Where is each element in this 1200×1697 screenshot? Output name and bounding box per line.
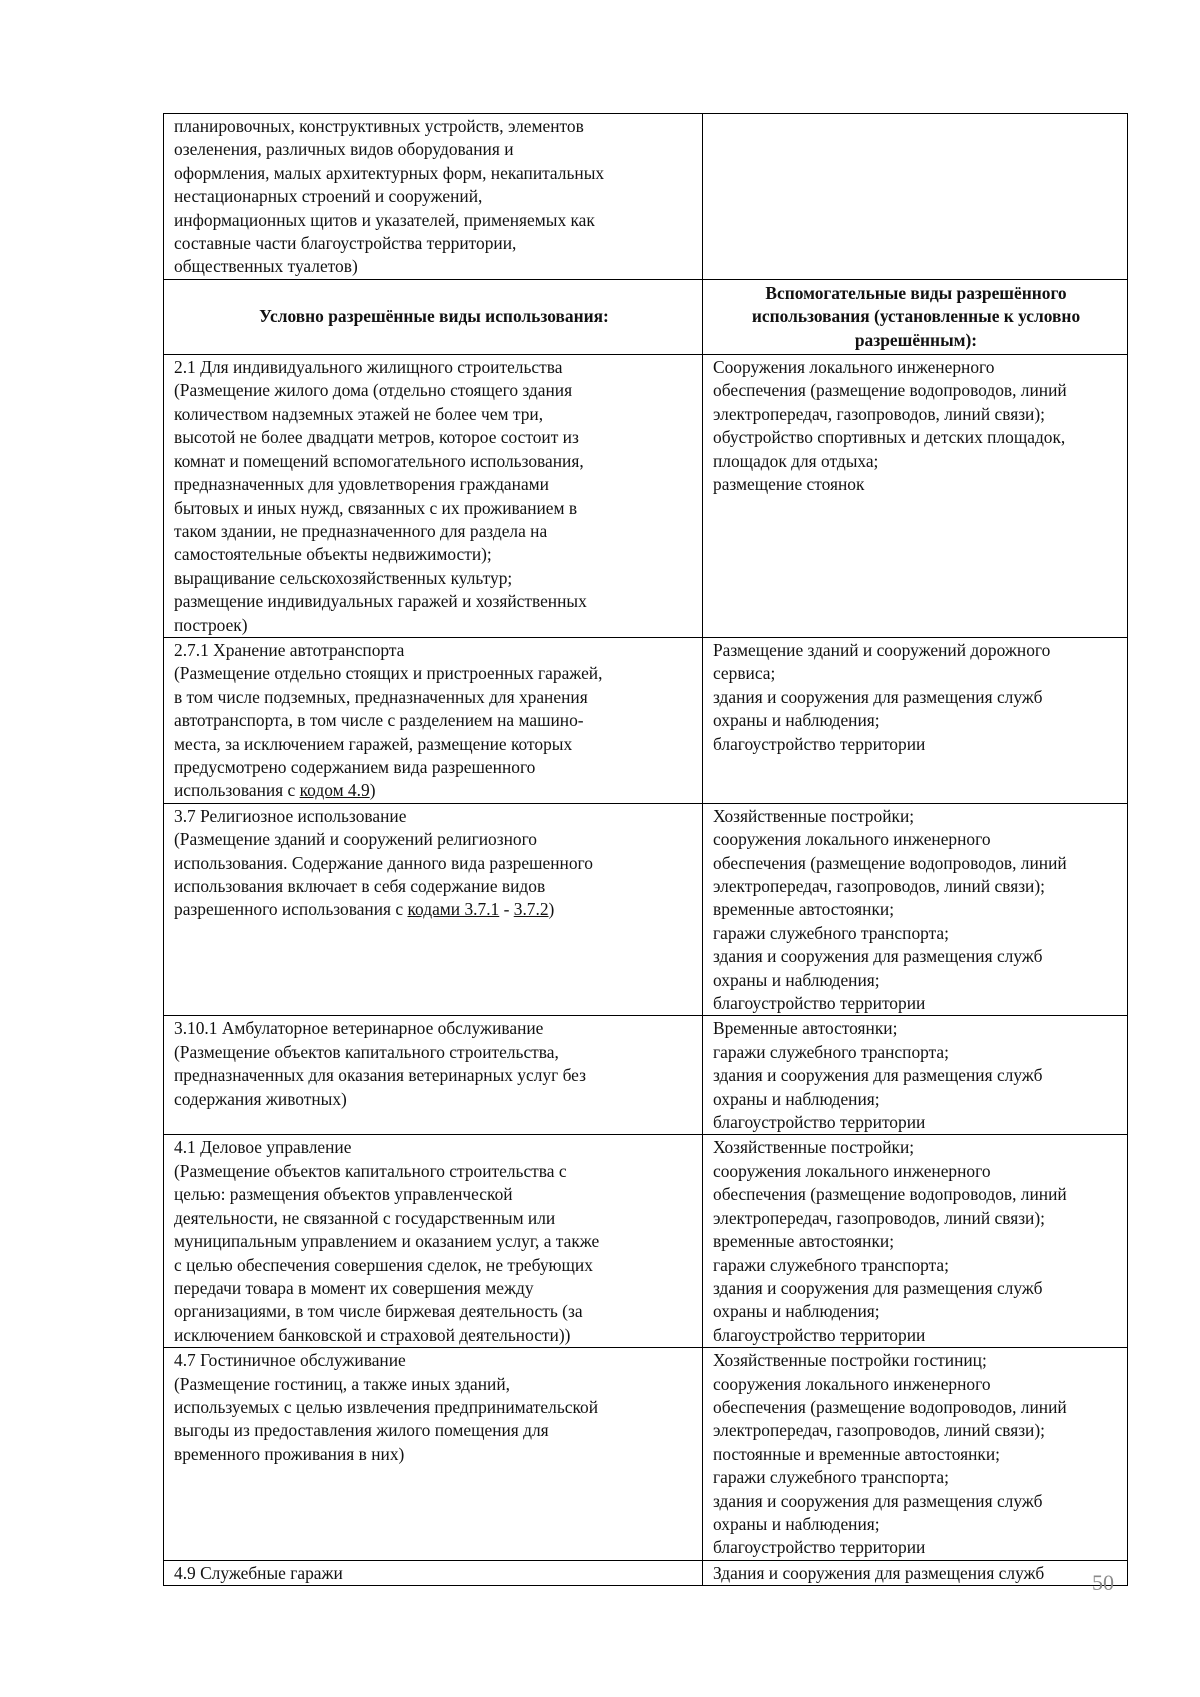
text-line: временного проживания в них) (174, 1443, 405, 1464)
text-line: благоустройство территории (713, 1324, 926, 1345)
text-line: охраны и наблюдения; (713, 710, 880, 731)
text-line: гаражи служебного транспорта; (713, 1041, 949, 1062)
text-line: Временные автостоянки; (713, 1018, 898, 1039)
text-line: целью: размещения объектов управленческой (174, 1184, 513, 1205)
row3-right-cell (703, 803, 1128, 1016)
text-fragment: ) (369, 780, 376, 801)
header-auxiliary-uses (703, 279, 1128, 354)
text-line: Хозяйственные постройки; (713, 1137, 915, 1158)
row2-left-cell (164, 637, 703, 803)
text-line: построек) (174, 614, 248, 635)
text-fragment: - (499, 899, 514, 920)
text-line: высотой не более двадцати метров, которое состоит из (174, 427, 579, 448)
text-line: 4.7 Гостиничное обслуживание (174, 1350, 406, 1371)
row5-left-cell (164, 1135, 703, 1348)
table-row (164, 1348, 1128, 1561)
row7-left-cell (164, 1560, 703, 1585)
text-line: охраны и наблюдения; (713, 1301, 880, 1322)
text-line: Хозяйственные постройки гостиниц; (713, 1350, 987, 1371)
table-row (164, 637, 1128, 803)
table-row (164, 355, 1128, 638)
text-line: 2.7.1 Хранение автотранспорта (174, 639, 405, 660)
text-line: благоустройство территории (713, 1537, 926, 1558)
text-line: выгоды из предоставления жилого помещения для (174, 1420, 549, 1441)
text-line: постоянные и временные автостоянки; (713, 1443, 1000, 1464)
text-line: обустройство спортивных и детских площадок, (713, 427, 1066, 448)
text-line: передачи товара в момент их совершения между (174, 1277, 534, 1298)
text-line: содержания животных) (174, 1088, 347, 1109)
text-line: (Размещение зданий и сооружений религиозного (174, 829, 537, 850)
row1-left-cell (164, 355, 703, 638)
text-line: обеспечения (размещение водопроводов, линий (713, 380, 1067, 401)
text-fragment: использования с (174, 780, 300, 801)
code-3-7-2-link[interactable]: 3.7.2 (513, 899, 549, 920)
land-use-table (163, 113, 1128, 1586)
text-line: выращивание сельскохозяйственных культур; (174, 567, 513, 588)
text-line: 4.1 Деловое управление (174, 1137, 352, 1158)
row0-left-cell (164, 114, 703, 280)
text-line: Здания и сооружения для размещения служб (713, 1562, 1045, 1583)
text-line: обеспечения (размещение водопроводов, линий (713, 852, 1067, 873)
text-line: здания и сооружения для размещения служб (713, 686, 1043, 707)
text-line: размещение стоянок (713, 474, 865, 495)
text-line: нестационарных строений и сооружений, (174, 186, 483, 207)
text-line: 4.9 Служебные гаражи (174, 1562, 343, 1583)
text-line: Сооружения локального инженерного (713, 357, 995, 378)
text-line: самостоятельные объекты недвижимости); (174, 544, 492, 565)
text-fragment: ) (548, 899, 555, 920)
text-line: сооружения локального инженерного (713, 1373, 991, 1394)
text-line: охраны и наблюдения; (713, 969, 880, 990)
row5-right-cell (703, 1135, 1128, 1348)
text-line: 2.1 Для индивидуального жилищного строительства (174, 357, 563, 378)
row4-right-cell (703, 1016, 1128, 1135)
text-line: составные части благоустройства территории, (174, 233, 517, 254)
text-line: сооружения локального инженерного (713, 1160, 991, 1181)
text-line: использования. Содержание данного вида разрешенного (174, 852, 593, 873)
text-line: общественных туалетов) (174, 256, 358, 277)
text-line: используемых с целью извлечения предпринимательской (174, 1396, 599, 1417)
text-line: электропередач, газопроводов, линий связи); (713, 403, 1045, 424)
row1-right-cell (703, 355, 1128, 638)
text-line: комнат и помещений вспомогательного использования, (174, 450, 584, 471)
text-line: сооружения локального инженерного (713, 829, 991, 850)
text-line: (Размещение жилого дома (отдельно стоящего здания (174, 380, 573, 401)
table-row (164, 1135, 1128, 1348)
row0-right-cell (703, 114, 1128, 280)
table-row (164, 1016, 1128, 1135)
text-line: благоустройство территории (713, 1112, 926, 1133)
row6-left-cell (164, 1348, 703, 1561)
text-line: (Размещение объектов капитального строительства с (174, 1160, 567, 1181)
text-line: здания и сооружения для размещения служб (713, 1490, 1043, 1511)
text-line: автотранспорта, в том числе с разделением на машино- (174, 710, 584, 731)
text-line: муниципальным управлением и оказанием услуг, а также (174, 1231, 600, 1252)
row3-left-cell (164, 803, 703, 1016)
text-line: бытовых и иных нужд, связанных с их проживанием в (174, 497, 578, 518)
text-line: размещение индивидуальных гаражей и хозяйственных (174, 591, 587, 612)
table-header-row (164, 279, 1128, 354)
text-line: обеспечения (размещение водопроводов, линий (713, 1184, 1067, 1205)
text-line: 3.7 Религиозное использование (174, 805, 407, 826)
text-line: предназначенных для оказания ветеринарных услуг без (174, 1065, 586, 1086)
code-4-9-link[interactable]: кодом 4.9 (299, 780, 370, 801)
page-number: 50 (1092, 1570, 1114, 1595)
header-text: использования (установленные к условно (751, 306, 1081, 327)
row2-right-cell (703, 637, 1128, 803)
text-line: информационных щитов и указателей, применяемых как (174, 209, 595, 230)
table-row (164, 114, 1128, 280)
text-line: (Размещение объектов капитального строительства, (174, 1041, 559, 1062)
text-line: здания и сооружения для размещения служб (713, 1277, 1043, 1298)
header-text: Условно разрешённые виды использования: (259, 306, 609, 327)
text-line: в том числе подземных, предназначенных для хранения (174, 686, 588, 707)
text-line: гаражи служебного транспорта; (713, 922, 949, 943)
text-line: 3.10.1 Амбулаторное ветеринарное обслуживание (174, 1018, 544, 1039)
text-line: (Размещение отдельно стоящих и пристроенных гаражей, (174, 663, 603, 684)
text-line: здания и сооружения для размещения служб (713, 946, 1043, 967)
text-line: электропередач, газопроводов, линий связи); (713, 1420, 1045, 1441)
code-3-7-1-link[interactable]: кодами 3.7.1 (407, 899, 500, 920)
header-conditional-uses (164, 279, 703, 354)
text-line: исключением банковской и страховой деятельности)) (174, 1324, 571, 1345)
text-line: Размещение зданий и сооружений дорожного (713, 639, 1051, 660)
text-line: временные автостоянки; (713, 1231, 895, 1252)
text-line: благоустройство территории (713, 733, 926, 754)
text-line (174, 779, 694, 802)
row7-right-cell (703, 1560, 1128, 1585)
text-line: здания и сооружения для размещения служб (713, 1065, 1043, 1086)
text-fragment: разрешенного использования с (174, 899, 408, 920)
text-line: гаражи служебного транспорта; (713, 1467, 949, 1488)
text-line: охраны и наблюдения; (713, 1513, 880, 1534)
text-line: гаражи служебного транспорта; (713, 1254, 949, 1275)
text-line: использования включает в себя содержание видов (174, 876, 546, 896)
table-row (164, 1560, 1128, 1585)
text-line: планировочных, конструктивных устройств, элементов (174, 116, 584, 136)
text-line (174, 898, 694, 921)
text-line: благоустройство территории (713, 993, 926, 1014)
header-text: Вспомогательные виды разрешённого (765, 282, 1067, 303)
row6-right-cell (703, 1348, 1128, 1561)
text-line: Хозяйственные постройки; (713, 805, 915, 826)
row4-left-cell (164, 1016, 703, 1135)
text-line: (Размещение гостиниц, а также иных зданий, (174, 1373, 511, 1394)
text-line: предусмотрено содержанием вида разрешенного (174, 756, 536, 777)
text-line: озеленения, различных видов оборудования и (174, 139, 514, 160)
text-line: сервиса; (713, 663, 776, 684)
text-line: оформления, малых архитектурных форм, некапитальных (174, 162, 605, 183)
text-line: организациями, в том числе биржевая деятельность (за (174, 1301, 583, 1322)
text-line: с целью обеспечения совершения сделок, не требующих (174, 1254, 593, 1275)
text-line: электропередач, газопроводов, линий связи); (713, 876, 1045, 896)
text-line: электропередач, газопроводов, линий связи); (713, 1207, 1045, 1228)
text-line: места, за исключением гаражей, размещение которых (174, 733, 573, 754)
text-line: количеством надземных этажей не более чем три, (174, 403, 544, 424)
text-line: временные автостоянки; (713, 899, 895, 920)
text-line: таком здании, не предназначенного для раздела на (174, 520, 548, 541)
text-line: предназначенных для удовлетворения гражданами (174, 474, 549, 495)
text-line: охраны и наблюдения; (713, 1088, 880, 1109)
text-line: деятельности, не связанной с государственным или (174, 1207, 556, 1228)
text-line: площадок для отдыха; (713, 450, 879, 471)
text-line: обеспечения (размещение водопроводов, линий (713, 1396, 1067, 1417)
table-row (164, 803, 1128, 1016)
header-text: разрешённым): (854, 329, 978, 350)
